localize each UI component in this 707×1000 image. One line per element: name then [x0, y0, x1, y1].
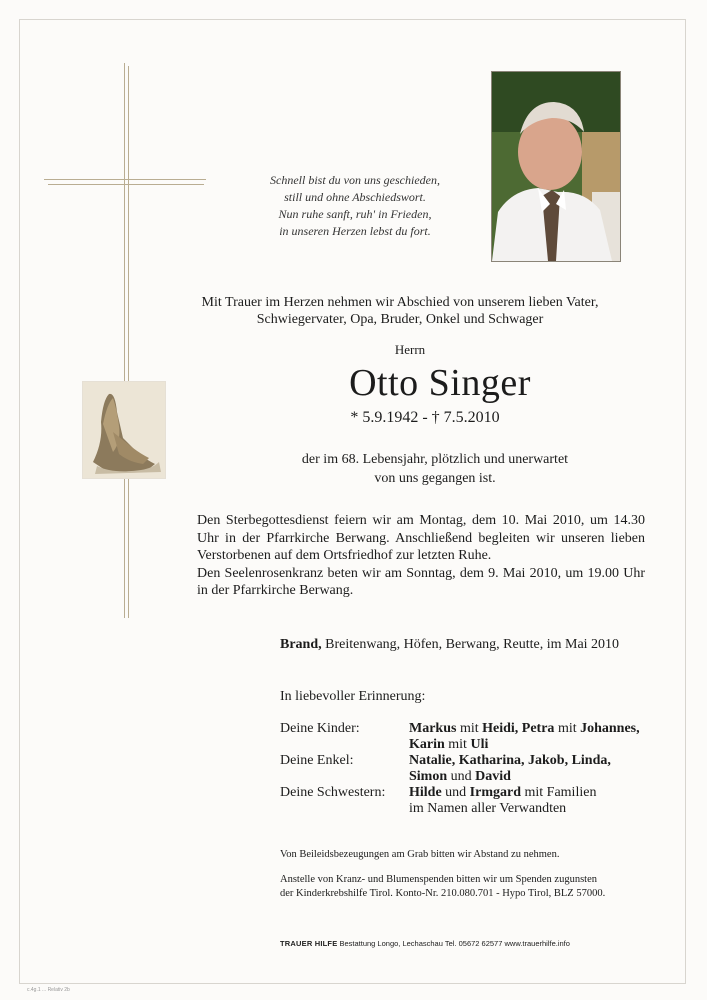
family-word: mit — [554, 721, 581, 736]
donations-line: der Kinderkrebshilfe Tirol. Konto-Nr. 210.080.701 - Hypo Tirol, BLZ 57000. — [280, 888, 606, 899]
poem-line: still und ohne Abschiedswort. — [284, 190, 426, 204]
intro-line: Schwiegervater, Opa, Bruder, Onkel und Schwager — [256, 312, 544, 327]
family-word: und — [441, 785, 470, 800]
poem-line: Schnell bist du von uns geschieden, — [270, 173, 440, 187]
age-line: der im 68. Lebensjahr, plötzlich und unerwartet — [301, 452, 569, 467]
sisters-label: Deine Schwestern: — [280, 785, 386, 800]
memory-heading: In liebevoller Erinnerung: — [280, 689, 426, 704]
family-word: mit — [444, 737, 471, 752]
rosary-paragraph: Den Seelenrosenkranz beten wir am Sonntag, dem 9. Mai 2010, um 19.00 Uhr in der Pfarrkirche Berwang. — [197, 565, 645, 598]
family-name: Karin — [409, 737, 445, 752]
family-name: Hilde — [409, 785, 442, 800]
footer — [280, 939, 570, 948]
sisters-names — [409, 785, 659, 817]
family-name: Natalie, Katharina, Jakob, Linda, — [409, 753, 611, 768]
children-names — [409, 721, 659, 753]
poem — [240, 172, 470, 240]
family-name: Heidi, Petra — [482, 721, 555, 736]
salutation: Herrn — [394, 342, 426, 357]
age-line: von uns gegangen ist. — [374, 471, 496, 486]
donations-note — [280, 873, 660, 901]
family-word: mit — [456, 721, 483, 736]
place-bold: Brand, — [280, 637, 322, 652]
donations-line: Anstelle von Kranz- und Blumenspenden bitten wir um Spenden zugunsten — [280, 874, 597, 885]
condolences-note: Von Beileidsbezeugungen am Grab bitten wir Abstand zu nehmen. — [280, 849, 560, 860]
relatives-line: im Namen aller Verwandten — [409, 801, 567, 816]
place-date-line — [280, 637, 619, 653]
family-name: David — [475, 769, 511, 784]
grandchildren-label: Deine Enkel: — [280, 753, 354, 768]
intro-line: Mit Trauer im Herzen nehmen wir Abschied von unserem lieben Vater, — [201, 295, 599, 310]
intro-text — [170, 294, 630, 328]
poem-line: Nun ruhe sanft, ruh' in Frieden, — [278, 207, 432, 221]
children-label: Deine Kinder: — [280, 721, 360, 736]
family-name: Irmgard — [469, 785, 521, 800]
grandchildren-names — [409, 753, 659, 785]
family-name: Simon — [409, 769, 448, 784]
place-rest: Breitenwang, Höfen, Berwang, Reutte, im Mai 2010 — [321, 637, 620, 652]
poem-line: in unseren Herzen lebst du fort. — [279, 224, 431, 238]
family-name: Markus — [409, 721, 457, 736]
footer-brand: TRAUER HILFE — [280, 939, 338, 948]
print-code: c.4g.1 ... Relativ 2b — [27, 987, 70, 993]
portrait-photo — [491, 71, 621, 262]
family-word: und — [447, 769, 476, 784]
footer-text: Bestattung Longo, Lechaschau Tel. 05672 62577 www.trauerhilfe.info — [337, 939, 570, 948]
funeral-paragraph: Den Sterbegottesdienst feiern wir am Montag, dem 10. Mai 2010, um 14.30 Uhr in der Pfarrkirche Berwang. Anschließend begleiten wir unseren lieben Verstorbenen auf dem Ortsfriedhof zur letzten Ruhe. — [197, 513, 645, 563]
life-dates: * 5.9.1942 - † 7.5.2010 — [350, 409, 500, 426]
family-name: Uli — [470, 737, 489, 752]
family-word: mit Familien — [521, 785, 597, 800]
praying-hands-image — [82, 381, 166, 479]
family-name: Johannes, — [580, 721, 640, 736]
deceased-name: Otto Singer — [349, 362, 531, 404]
service-info — [197, 512, 645, 600]
age-text — [265, 450, 605, 488]
